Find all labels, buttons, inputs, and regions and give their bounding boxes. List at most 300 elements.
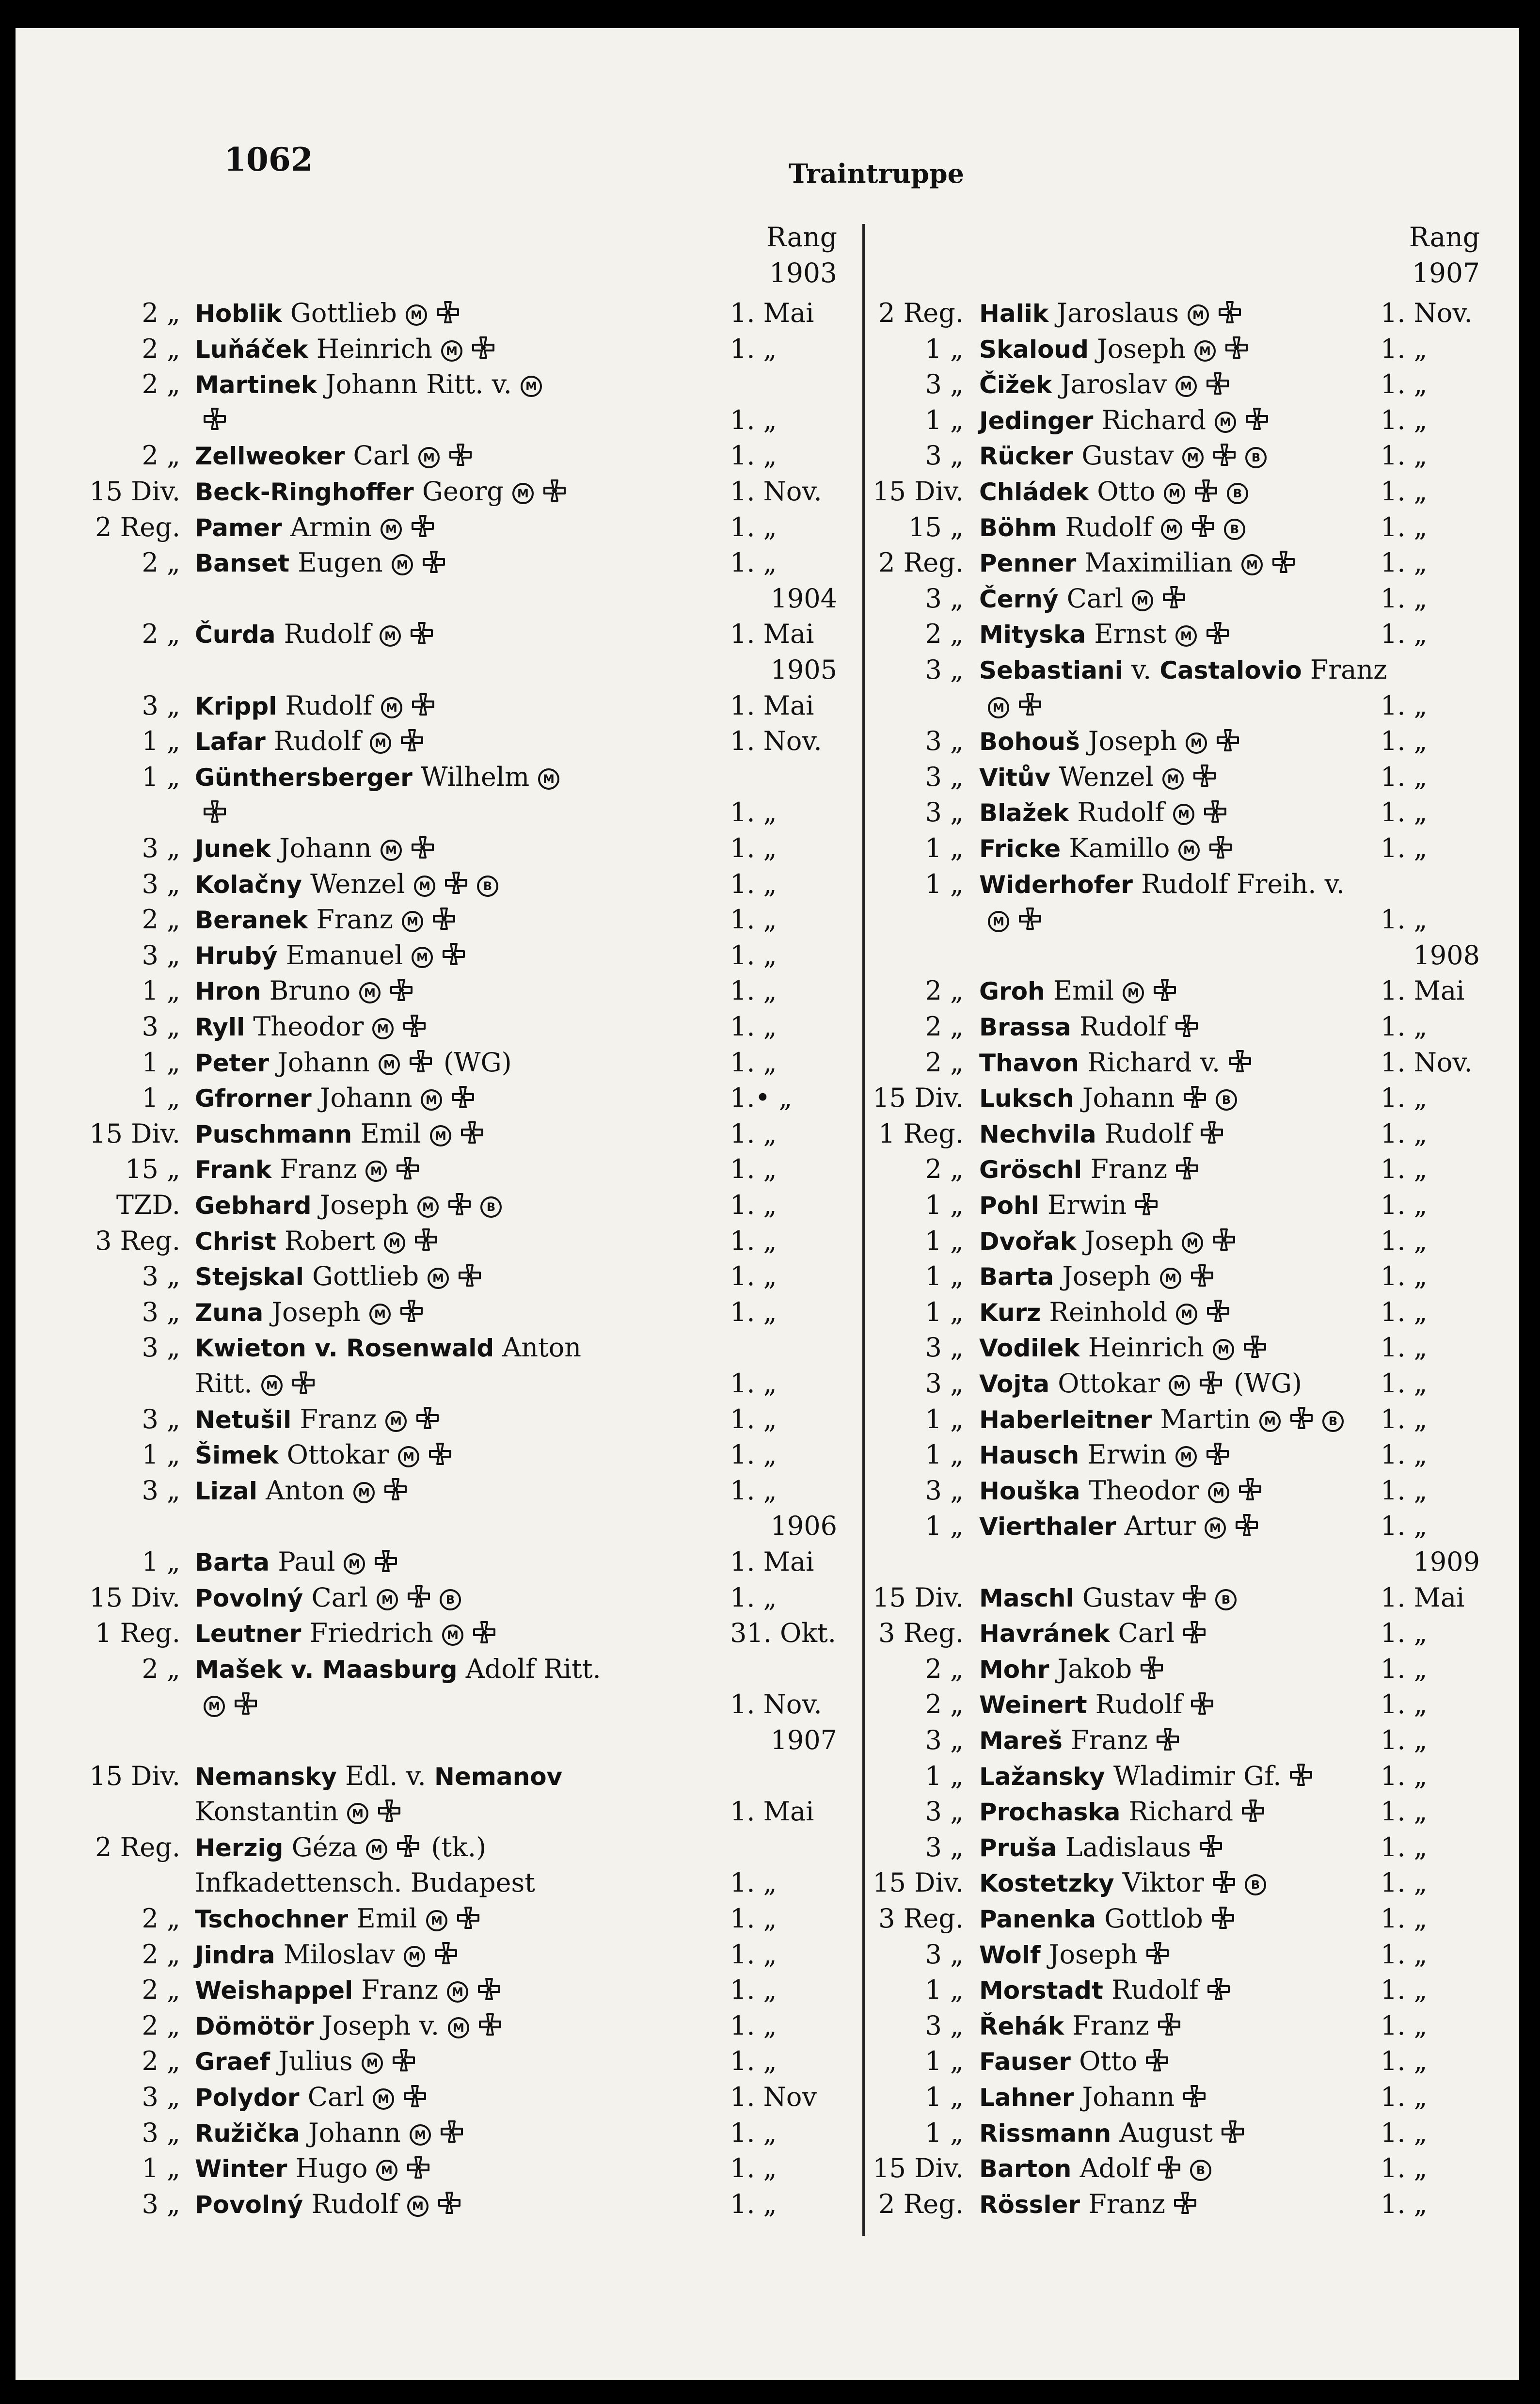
officer-name [979,331,1249,369]
unit-label: 3 „ [925,1368,964,1399]
surname: Chládek [979,478,1089,506]
rank-date: 1. „ [730,797,777,828]
decoration-cross-icon [1157,2010,1181,2045]
svg-text:M: M [1246,558,1258,572]
officer-name [979,723,1240,761]
document-page [16,28,1519,2380]
surname: Herzig [195,1833,284,1862]
unit-label: 2 „ [142,1653,180,1684]
surname: Christ [195,1227,276,1256]
officer-name [979,1937,1170,1974]
surname: Kostetzky [979,1869,1114,1898]
unit-label: 1 „ [925,1190,964,1220]
bronze-medal-icon [476,875,499,898]
surname: Barton [979,2155,1072,2183]
military-merit-icon [376,1588,399,1611]
officer-name [195,795,227,832]
unit-label: 1 „ [925,1760,964,1791]
given-name: Franz [271,1154,357,1185]
officer-name [979,1830,1223,1867]
given-name: Wenzel [1050,761,1154,792]
given-name: August [1111,2117,1213,2148]
decoration-cross-icon [447,1190,472,1225]
roster-entry [867,1580,1519,1615]
surname: Halik [979,300,1049,328]
svg-text:M: M [416,950,429,964]
given-name: Johann [311,1083,413,1114]
surname: Weishappel [195,1976,353,2005]
military-merit-icon [379,624,402,648]
roster-entry [867,866,1519,902]
military-merit-icon [1258,1410,1282,1433]
decoration-cross-icon [1018,690,1042,725]
roster-entry [867,1009,1519,1044]
officer-name [979,902,1042,939]
given-name: Gustav [1073,440,1174,471]
svg-text:M: M [396,558,408,572]
svg-text:M: M [408,1949,420,1963]
surname: Nechvila [979,1120,1096,1148]
roster-entry [867,902,1519,937]
surname: Nemansky [195,1762,337,1791]
decoration-cross-icon [1182,2082,1207,2117]
given-name-continued: Franz [1302,654,1387,685]
officer-name [979,1116,1224,1154]
unit-label: 1 „ [925,1511,964,1542]
unit-label: 2 „ [142,904,180,935]
officer-name [195,902,456,939]
rank-date: 1. „ [1381,476,1428,507]
svg-text:M: M [378,2092,390,2106]
rank-date: 1. „ [1381,1261,1428,1292]
military-merit-icon [446,1980,469,2004]
surname: Groh [979,977,1045,1006]
decoration-cross-icon [1228,1047,1252,1082]
surname: Brassa [979,1013,1071,1041]
rank-date: 1. „ [1381,511,1428,542]
rank-date: 1. „ [730,404,777,435]
surname: Jindra [195,1941,275,1969]
decoration-cross-icon [406,2153,430,2188]
roster-entry [16,1580,859,1615]
roster-entry [16,1544,859,1579]
officer-name [195,688,435,726]
given-name: Ottokar [278,1439,389,1470]
roster-entry [867,1294,1519,1330]
military-merit-icon [1207,1481,1230,1504]
svg-text:M: M [383,1057,395,1071]
officer-name [195,1116,484,1154]
roster-entry [16,759,859,795]
rank-date: 1. „ [730,2046,777,2077]
decoration-cross-icon [377,1796,401,1831]
military-merit-icon [511,482,535,505]
unit-label: 15 Div. [873,2153,964,2184]
military-merit-icon [1159,1267,1182,1290]
given-name: Joseph [1076,1225,1174,1256]
officer-name [195,545,446,583]
svg-text:M: M [452,1985,463,1999]
roster-entry [16,474,859,509]
decoration-cross-icon [396,1831,420,1867]
decoration-cross-icon [1208,833,1233,868]
given-name: Hugo [287,2153,368,2184]
officer-name [979,581,1186,619]
decoration-cross-icon [1221,2117,1245,2152]
decoration-cross-icon [1207,1974,1231,2010]
roster-entry [867,1080,1519,1115]
svg-text:M: M [381,2164,393,2178]
officer-name [195,2043,416,2081]
surname: Banset [195,549,290,578]
given-name: Heinrich [308,333,432,364]
officer-name [979,973,1177,1011]
svg-text:B: B [1329,1414,1338,1428]
given-name: Rudolf [303,2188,399,2219]
roster-entry [867,581,1519,616]
surname: Luňáček [195,335,308,364]
surname: Penner [979,549,1077,578]
roster-entry [16,1045,859,1080]
decoration-cross-icon [396,1154,420,1189]
rank-date: 1. „ [730,1011,777,1042]
surname: Zellweoker [195,442,345,471]
rank-date: 1. „ [1381,1689,1428,1720]
svg-text:M: M [385,522,397,536]
given-name: Theodor [1080,1475,1199,1506]
rank-date: 1. „ [1381,1867,1428,1898]
rank-date: 1. Mai [1381,1582,1465,1613]
officer-name [195,1401,440,1439]
surname: Morstadt [979,1976,1103,2005]
decoration-cross-icon [1212,1225,1236,1260]
officer-name [979,1080,1238,1118]
given-name: Jaroslaus [1048,298,1179,328]
decoration-cross-icon [389,975,413,1011]
unit-label: 1 „ [142,2153,180,2184]
officer-name [979,1758,1313,1796]
officer-name [979,474,1249,511]
roster-entry [16,2115,859,2150]
roster-entry [16,331,859,366]
decoration-cross-icon [428,1439,452,1475]
unit-label: 3 „ [925,369,964,400]
rank-date: 1. Nov. [730,726,822,757]
unit-label: 3 „ [925,1475,964,1506]
decoration-cross-icon [409,1047,433,1082]
officer-name [979,2186,1197,2224]
given-name: Reinhold [1041,1296,1168,1327]
surname: Maschl [979,1584,1074,1612]
military-merit-icon [1160,518,1183,541]
officer-name [195,1615,496,1653]
svg-text:M: M [1174,1379,1186,1392]
surname: Peter [195,1049,270,1077]
surname: Řehák [979,2012,1064,2040]
roster-entry [867,759,1519,795]
decoration-cross-icon [400,726,424,761]
roster-entry [867,1651,1519,1687]
rank-date: 1. „ [730,2010,777,2041]
unit-label: 1 „ [925,2046,964,2077]
svg-text:M: M [1180,1450,1192,1464]
decoration-cross-icon [444,868,468,904]
decoration-cross-icon [415,1403,440,1439]
officer-name [979,795,1227,832]
svg-text:B: B [445,1592,455,1607]
unit-label: 1 „ [142,1439,180,1470]
officer-name [195,723,424,761]
year-heading: 1905 [770,654,837,685]
roster-entry [867,1615,1519,1651]
svg-text:M: M [430,1914,443,1927]
svg-text:M: M [386,701,398,715]
roster-entry [867,1972,1519,2007]
roster-entry [16,795,859,830]
officer-name [979,1223,1236,1261]
roster-entry [867,509,1519,545]
unit-label: 2 „ [142,1939,180,1970]
roster-entry [867,1330,1519,1365]
svg-text:M: M [1180,629,1192,643]
military-merit-icon [405,303,428,327]
roster-entry [867,1187,1519,1223]
unit-label: 1 „ [925,868,964,899]
svg-text:M: M [1209,1521,1221,1535]
rank-date: 1. „ [1381,1011,1428,1042]
unit-label: 3 „ [142,1261,180,1292]
year-heading: 1904 [770,583,837,614]
military-merit-icon [1175,1445,1198,1468]
bronze-medal-icon [1321,1410,1345,1433]
decoration-cross-icon [399,1296,424,1332]
svg-text:B: B [486,1200,496,1214]
surname: Lažansky [979,1762,1105,1791]
officer-name [195,1937,458,1974]
unit-label: 3 „ [142,2082,180,2112]
given-name: v. [1123,654,1160,685]
column-divider [862,224,865,2236]
unit-label: 3 „ [142,1332,180,1363]
officer-name [195,1294,424,1332]
rank-date: 1. „ [1381,1796,1428,1827]
roster-entry [16,2186,859,2222]
decoration-cross-icon [1289,1403,1314,1439]
unit-label: 3 „ [142,1011,180,1042]
given-name: Gustav [1074,1582,1175,1613]
military-merit-icon [372,2087,395,2111]
military-merit-icon [384,1410,408,1433]
roster-entry [16,866,859,902]
rank-date: 1. Nov [730,2082,817,2112]
officer-name [195,1972,501,2010]
unit-label: 3 „ [925,797,964,828]
rank-date: 1. „ [1381,1083,1428,1114]
officer-name [979,1508,1259,1546]
officer-name [979,1901,1235,1939]
roster-entry [16,1794,859,1829]
officer-name [979,616,1230,654]
svg-text:M: M [1164,1272,1176,1286]
svg-text:M: M [1181,1307,1193,1321]
roster-entry [16,616,859,652]
decoration-cross-icon [477,1974,501,2010]
surname: Frank [195,1156,272,1184]
officer-name [195,1544,398,1582]
officer-name [195,1865,535,1900]
svg-text:M: M [993,701,1004,715]
military-merit-icon [429,1124,452,1147]
given-name: Emanuel [277,939,403,971]
rank-date: 1. „ [1381,333,1428,364]
svg-text:M: M [434,1129,446,1143]
unit-label: 3 „ [925,1796,964,1827]
given-name: Joseph [1040,1939,1138,1970]
roster-entry [16,1151,859,1187]
officer-name [979,1366,1302,1403]
surname: Gfrorner [195,1084,312,1113]
roster-entry [867,2150,1519,2186]
given-name: Rudolf [1087,1689,1183,1720]
rank-date: 1. „ [1381,619,1428,650]
bronze-medal-icon [1226,482,1249,505]
decoration-cross-icon [1206,369,1230,404]
officer-name [195,1473,408,1511]
year-heading: 1907 [770,1725,837,1755]
given-name: Johann [1074,1083,1175,1114]
officer-name [195,1437,452,1475]
military-merit-icon [425,1909,448,1932]
roster-entry [16,1294,859,1330]
given-name: Richard [1093,404,1207,435]
surname: Bohouš [979,728,1080,756]
unit-label: 1 „ [925,833,964,863]
given-name: Edl. v. [336,1760,434,1791]
rank-date: 1. „ [730,939,777,971]
given-name: Franz [1064,2010,1149,2041]
given-name: Jaroslav [1052,369,1167,400]
rank-date: 1. „ [730,547,777,578]
svg-text:M: M [364,986,376,1000]
rank-date: 1. „ [1381,833,1428,863]
unit-label: 2 „ [142,1903,180,1934]
roster-entry [16,723,859,759]
military-merit-icon [352,1481,376,1504]
military-merit-icon [409,2123,432,2147]
rank-date: 1. „ [730,868,777,899]
given-name: Johann [269,1047,370,1078]
rank-date: 1. Nov. [730,1689,822,1720]
surname: Ryll [195,1013,245,1041]
svg-text:M: M [402,1450,414,1464]
given-name: Martin [1152,1403,1251,1434]
rank-date: 1. „ [730,1296,777,1327]
roster-entry [16,830,859,866]
unit-label: 15 Div. [873,1582,964,1613]
rank-date: 1. „ [1381,726,1428,757]
surname: Černý [979,585,1059,613]
given-name: Rudolf [1103,1974,1199,2006]
roster-entry [867,1901,1519,1936]
officer-name [979,688,1042,726]
unit-label: 15 „ [125,1154,180,1185]
rank-date: 1. „ [1381,2117,1428,2148]
given-name: Erwin [1079,1439,1167,1470]
decoration-cross-icon [1211,1903,1235,1939]
roster-entry [867,402,1519,438]
surname: Stejskal [195,1263,304,1291]
given-name: Konstantin [195,1796,339,1827]
surname: Povolný [195,1584,303,1612]
svg-text:M: M [390,1414,402,1428]
unit-label: 3 „ [925,2010,964,2041]
rank-date: 1. „ [730,975,777,1006]
surname: Thavon [979,1049,1079,1077]
given-name: Carl [345,440,410,471]
roster-entry [867,438,1519,473]
decoration-cross-icon [403,2082,427,2117]
unit-label: 15 Div. [89,1582,180,1613]
decoration-cross-icon [1243,1332,1267,1368]
officer-name [195,1187,503,1225]
roster-entry [16,2079,859,2115]
header-year-left: 1903 [769,257,837,288]
military-merit-icon [413,875,436,898]
given-name: Wenzel [302,868,405,899]
military-merit-icon [380,696,403,719]
given-name: Rudolf Freih. v. [1132,868,1345,899]
officer-name [195,1651,601,1688]
svg-text:M: M [349,1557,361,1571]
military-merit-icon [1175,375,1198,398]
given-name: Franz [308,904,394,935]
military-merit-icon [1181,1231,1204,1255]
rank-date: 1. „ [1381,583,1428,614]
rank-date: 1. Nov. [1381,298,1473,328]
surname: Mohr [979,1655,1049,1684]
roster-entry [16,1901,859,1936]
unit-label: 2 „ [925,1154,964,1185]
rank-date: 1. „ [1381,904,1428,935]
rank-date: 1. Nov. [1381,1047,1473,1078]
given-name: Adolf [1071,2153,1149,2184]
military-merit-icon [987,910,1010,933]
surname: Rücker [979,442,1074,471]
officer-name [979,1151,1199,1189]
roster-entry [867,545,1519,580]
surname: Pruša [979,1833,1057,1862]
rank-date: 1. „ [1381,1618,1428,1649]
unit-label: 3 „ [142,1475,180,1506]
svg-text:M: M [1187,451,1199,465]
unit-label: 1 „ [142,726,180,757]
surname: Hausch [979,1441,1080,1470]
surname: Povolný [195,2190,303,2219]
svg-text:M: M [358,1485,370,1499]
given-name: Rudolf [265,726,361,757]
rank-date: 1. „ [1381,1974,1428,2006]
decoration-cross-icon [1206,1439,1230,1475]
decoration-cross-icon [1175,1011,1199,1047]
officer-name [195,366,543,403]
unit-label: 3 „ [925,1332,964,1363]
officer-name [195,2186,461,2224]
officer-name [195,938,466,975]
decoration-cross-icon [1182,1582,1207,1617]
rank-date: 1. „ [1381,404,1428,435]
officer-name [195,2008,502,2046]
surname: Gröschl [979,1156,1082,1184]
